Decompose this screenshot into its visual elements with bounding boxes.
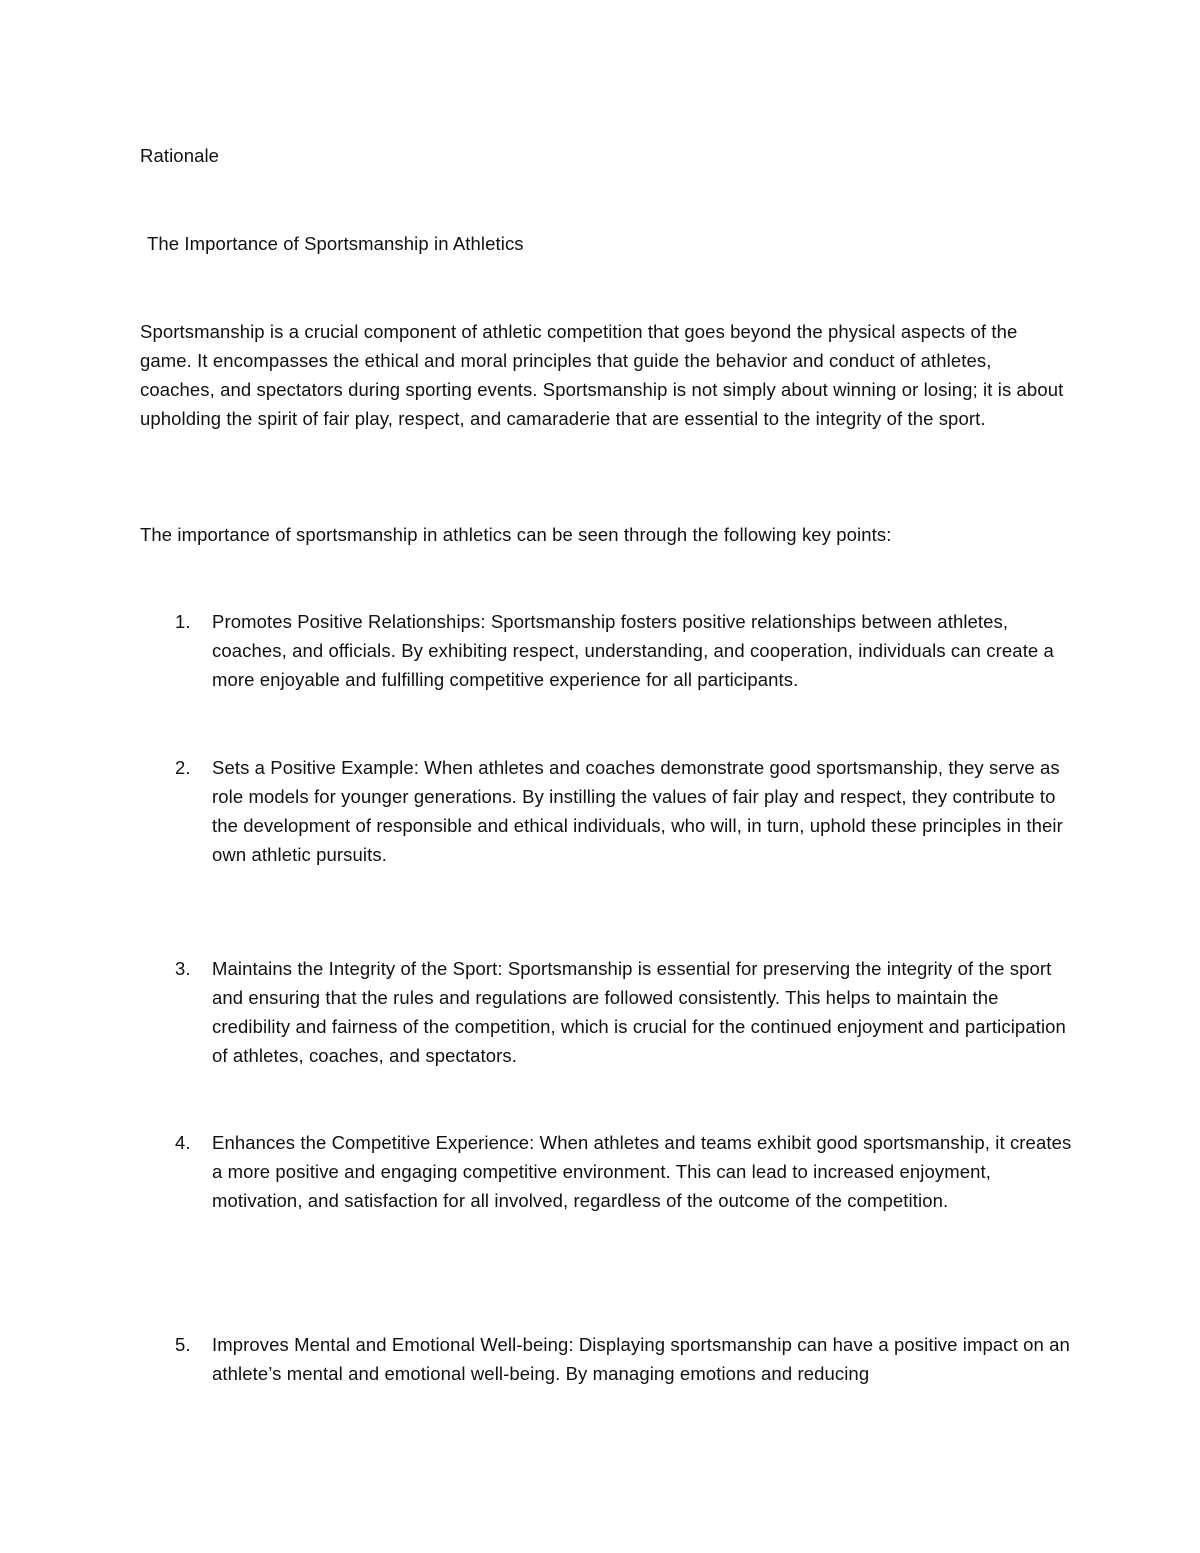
list-item-text: Maintains the Integrity of the Sport: Sportsmanship is essential for preserving the integrity of the sport and ensuring that the rules and regulations are followed consistently. This helps to maintain the credibility and fairness of the competition, which is crucial for the continued enjoyment and participation of athletes, coaches, and spectators.	[212, 958, 1066, 1066]
list-item-text: Promotes Positive Relationships: Sportsmanship fosters positive relationships between athletes, coaches, and officials. By exhibiting respect, understanding, and cooperation, individuals can create a more enjoyable and fulfilling competitive experience for all participants.	[212, 611, 1054, 690]
list-item-text: Sets a Positive Example: When athletes and coaches demonstrate good sportsmanship, they serve as role models for younger generations. By instilling the values of fair play and respect, they contribute to the development of responsible and ethical individuals, who will, in turn, uphold these principles in their own athletic pursuits.	[212, 757, 1063, 865]
list-item-number: 4.	[175, 1132, 191, 1153]
list-item-text: Enhances the Competitive Experience: When athletes and teams exhibit good sportsmanship, it creates a more positive and engaging competitive environment. This can lead to increased enjoyment, motivation, and satisfaction for all involved, regardless of the outcome of the competition.	[212, 1132, 1072, 1211]
intro-paragraph: Sportsmanship is a crucial component of athletic competition that goes beyond the physical aspects of the game. It encompasses the ethical and moral principles that guide the behavior and conduct of athletes, coaches, and spectators during sporting events. Sportsmanship is not simply about winning or losing; it is about upholding the spirit of fair play, respect, and camaraderie that are essential to the integrity of the sport.	[140, 321, 1064, 429]
list-item-number: 1.	[175, 611, 191, 632]
list-item-number: 3.	[175, 958, 191, 979]
list-item-number: 5.	[175, 1334, 191, 1355]
list-item-text: Improves Mental and Emotional Well-being: Displaying sportsmanship can have a positive impact on an athlete’s mental and emotional well-being. By managing emotions and reducing	[212, 1334, 1070, 1384]
list-item-number: 2.	[175, 757, 191, 778]
document-subtitle: The Importance of Sportsmanship in Athletics	[147, 233, 524, 254]
document-heading: Rationale	[140, 145, 220, 166]
lead-paragraph: The importance of sportsmanship in athletics can be seen through the following key points:	[140, 524, 892, 545]
